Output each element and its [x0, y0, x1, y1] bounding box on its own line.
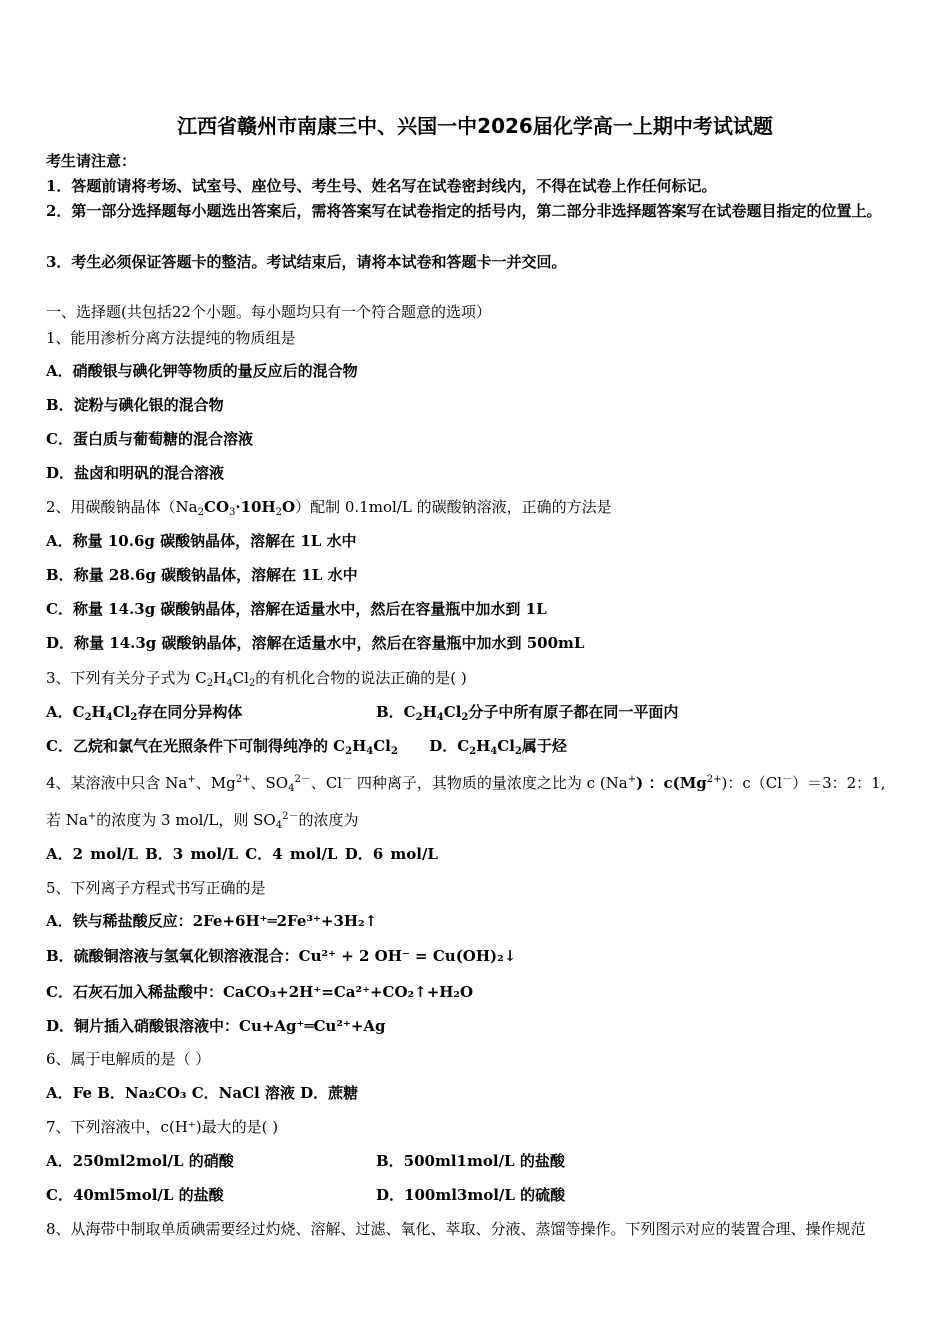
q2-option-a: A．称量 10.6g 碳酸钠晶体，溶解在 1L 水中 — [46, 532, 357, 550]
q2-option-d: D．称量 14.3g 碳酸钠晶体，溶解在适量水中，然后在容量瓶中加水到 500mL — [46, 634, 585, 652]
q3-option-a: A．$C_2H_4Cl_2$存在同分异构体 — [46, 703, 243, 723]
q6-stem: 6、属于电解质的是（ ） — [46, 1050, 211, 1068]
q7-option-d: D．100ml3mol/L 的硫酸 — [376, 1186, 566, 1204]
q3-option-b: B．$C_2H_4Cl_2$分子中所有原子都在同一平面内 — [376, 703, 679, 723]
q7-stem: 7、下列溶液中，c(H⁺)最大的是( ) — [46, 1118, 279, 1136]
notice-item-2: 2．第一部分选择题每小题选出答案后，需将答案写在试卷指定的括号内，第二部分非选择题答案写在试卷题目指定的位置上。 — [46, 202, 882, 220]
q1-option-c: C．蛋白质与葡萄糖的混合溶液 — [46, 430, 253, 448]
q2-option-c: C．称量 14.3g 碳酸钠晶体，溶解在适量水中，然后在容量瓶中加水到 1L — [46, 600, 547, 618]
q1-option-d: D．盐卤和明矾的混合溶液 — [46, 464, 225, 482]
q2-stem: 2、用碳酸钠晶体$(Na_2CO_3\cdot 10H_2O)$配制 0.1mol/L 的碳酸钠溶液，正确的方法是 — [46, 498, 612, 518]
q2-option-b: B．称量 28.6g 碳酸钠晶体，溶解在 1L 水中 — [46, 566, 358, 584]
q1-stem: 1、能用渗析分离方法提纯的物质组是 — [46, 329, 296, 347]
q5-option-a: A．铁与稀盐酸反应：2Fe+6H⁺═2Fe³⁺+3H₂↑ — [46, 912, 378, 930]
notice-item-1: 1．答题前请将考场、试室号、座位号、考生号、姓名写在试卷密封线内，不得在试卷上作任何标记。 — [46, 177, 717, 195]
q5-option-b: B．硫酸铜溶液与氢氧化钡溶液混合：Cu²⁺ + 2 OH⁻ = Cu(OH)₂↓ — [46, 947, 517, 965]
q6-options: A．Fe B．Na₂CO₃ C．NaCl 溶液 D．蔗糖 — [46, 1084, 359, 1102]
notice-item-3: 3．考生必须保证答题卡的整洁。考试结束后，请将本试卷和答题卡一并交回。 — [46, 253, 567, 271]
q3-stem: 3、下列有关分子式为 $C_2H_4Cl_2$的有机化合物的说法正确的是( ) — [46, 669, 467, 689]
q4-options: A．2 mol/L B．3 mol/L C．4 mol/L D．6 mol/L — [46, 845, 438, 863]
q5-stem: 5、下列离子方程式书写正确的是 — [46, 879, 266, 897]
q1-option-a: A．硝酸银与碘化钾等物质的量反应后的混合物 — [46, 362, 358, 380]
q7-option-b: B．500ml1mol/L 的盐酸 — [376, 1152, 565, 1170]
notice-heading: 考生请注意： — [46, 152, 137, 170]
q3-option-c: C．乙烷和氯气在光照条件下可制得纯净的 $C_2H_4Cl_2$ D．$C_2H_4Cl_2$属于烃 — [46, 737, 567, 757]
q8-stem: 8、从海带中制取单质碘需要经过灼烧、溶解、过滤、氧化、萃取、分液、蒸馏等操作。下列图示对应的装置合理、操作规范 — [46, 1220, 866, 1238]
q7-option-a: A．250ml2mol/L 的硝酸 — [46, 1152, 234, 1170]
q4-stem: 4、某溶液中只含 Na+、$Mg^{2+}$、$SO_4^{2-}$、Cl－ 四种离子，其物质的量浓度之比为 c (Na+) ：$c(Mg^{2+})$：c（Cl－）＝3：2：1, — [46, 774, 886, 794]
q5-option-d: D．铜片插入硝酸银溶液中：Cu+Ag⁺═Cu²⁺+Ag — [46, 1017, 386, 1035]
q7-option-c: C．40ml5mol/L 的盐酸 — [46, 1186, 224, 1204]
section-heading: 一、选择题(共包括22个小题。每小题均只有一个符合题意的选项） — [46, 303, 491, 321]
exam-title: 江西省赣州市南康三中、兴国一中2026届化学高一上期中考试试题 — [177, 114, 773, 138]
q5-option-c: C．石灰石加入稀盐酸中：CaCO₃+2H⁺=Ca²⁺+CO₂↑+H₂O — [46, 983, 474, 1001]
q1-option-b: B．淀粉与碘化银的混合物 — [46, 396, 224, 414]
q4-stem-line2: 若 Na+的浓度为 3 mol/L，则 $SO_4^{2-}$的浓度为 — [46, 811, 359, 831]
